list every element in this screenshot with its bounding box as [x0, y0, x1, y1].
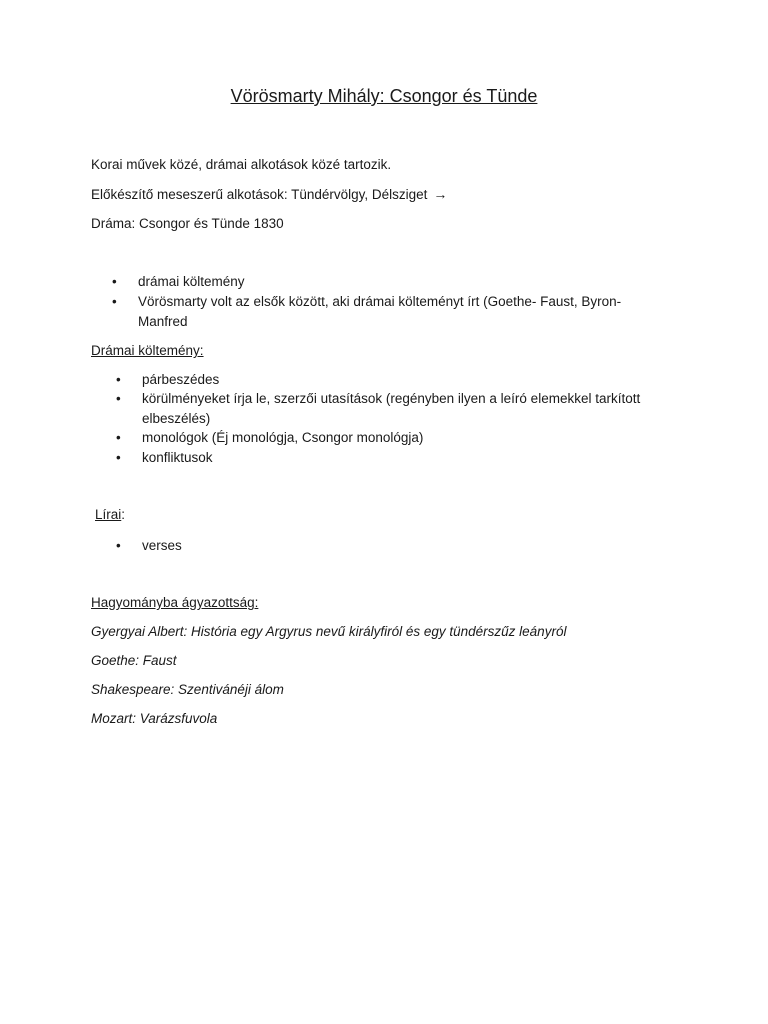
bullet-icon: •	[116, 450, 121, 465]
list-item	[116, 370, 220, 390]
list-item-text: párbeszédes	[142, 372, 220, 387]
intro-line-2	[91, 186, 447, 202]
bullet-icon: •	[112, 274, 117, 289]
list-item-continuation: Manfred	[138, 314, 188, 329]
list-item	[112, 272, 245, 292]
list-item	[112, 292, 622, 312]
section-heading-lirai	[95, 507, 125, 522]
list-item-text: körülményeket írja le, szerzői utasítások (regényben ilyen a leíró elemekkel tarkított	[142, 391, 641, 406]
list-item-text: drámai költemény	[138, 274, 245, 289]
section-heading-hagyomany: Hagyományba ágyazottság:	[91, 595, 259, 610]
reference-line: Gyergyai Albert: História egy Argyrus nevű királyfiról és egy tündérszűz leányról	[91, 624, 567, 639]
bullet-icon: •	[116, 372, 121, 387]
section-heading-text: Lírai	[95, 507, 122, 522]
section-heading-suffix: :	[121, 507, 126, 522]
reference-line: Mozart: Varázsfuvola	[91, 711, 218, 726]
reference-line: Goethe: Faust	[91, 653, 177, 668]
list-item-text: Vörösmarty volt az elsők között, aki drámai költeményt írt (Goethe- Faust, Byron-	[138, 294, 622, 309]
intro-line-3: Dráma: Csongor és Tünde 1830	[91, 216, 284, 231]
list-item-text: konfliktusok	[142, 450, 213, 465]
list-item	[116, 448, 213, 468]
list-item-text: verses	[142, 538, 182, 553]
list-item	[116, 428, 424, 448]
bullet-icon: •	[116, 538, 121, 553]
intro-line-2-text: Előkészítő meseszerű alkotások: Tündérvölgy, Délsziget	[91, 187, 428, 202]
list-item	[116, 536, 182, 556]
bullet-icon: •	[112, 294, 117, 309]
bullet-icon: •	[116, 430, 121, 445]
page-title: Vörösmarty Mihály: Csongor és Tünde	[230, 86, 538, 106]
list-item	[116, 389, 641, 409]
list-item-text: monológok (Éj monológja, Csongor monológja)	[142, 430, 424, 445]
section-heading-dramai-koltemeny: Drámai költemény:	[91, 343, 204, 358]
intro-line-1: Korai művek közé, drámai alkotások közé tartozik.	[91, 157, 392, 172]
arrow-right-icon: →	[433, 186, 448, 202]
list-item-continuation: elbeszélés)	[142, 411, 211, 426]
reference-line: Shakespeare: Szentivánéji álom	[91, 682, 284, 697]
bullet-icon: •	[116, 391, 121, 406]
